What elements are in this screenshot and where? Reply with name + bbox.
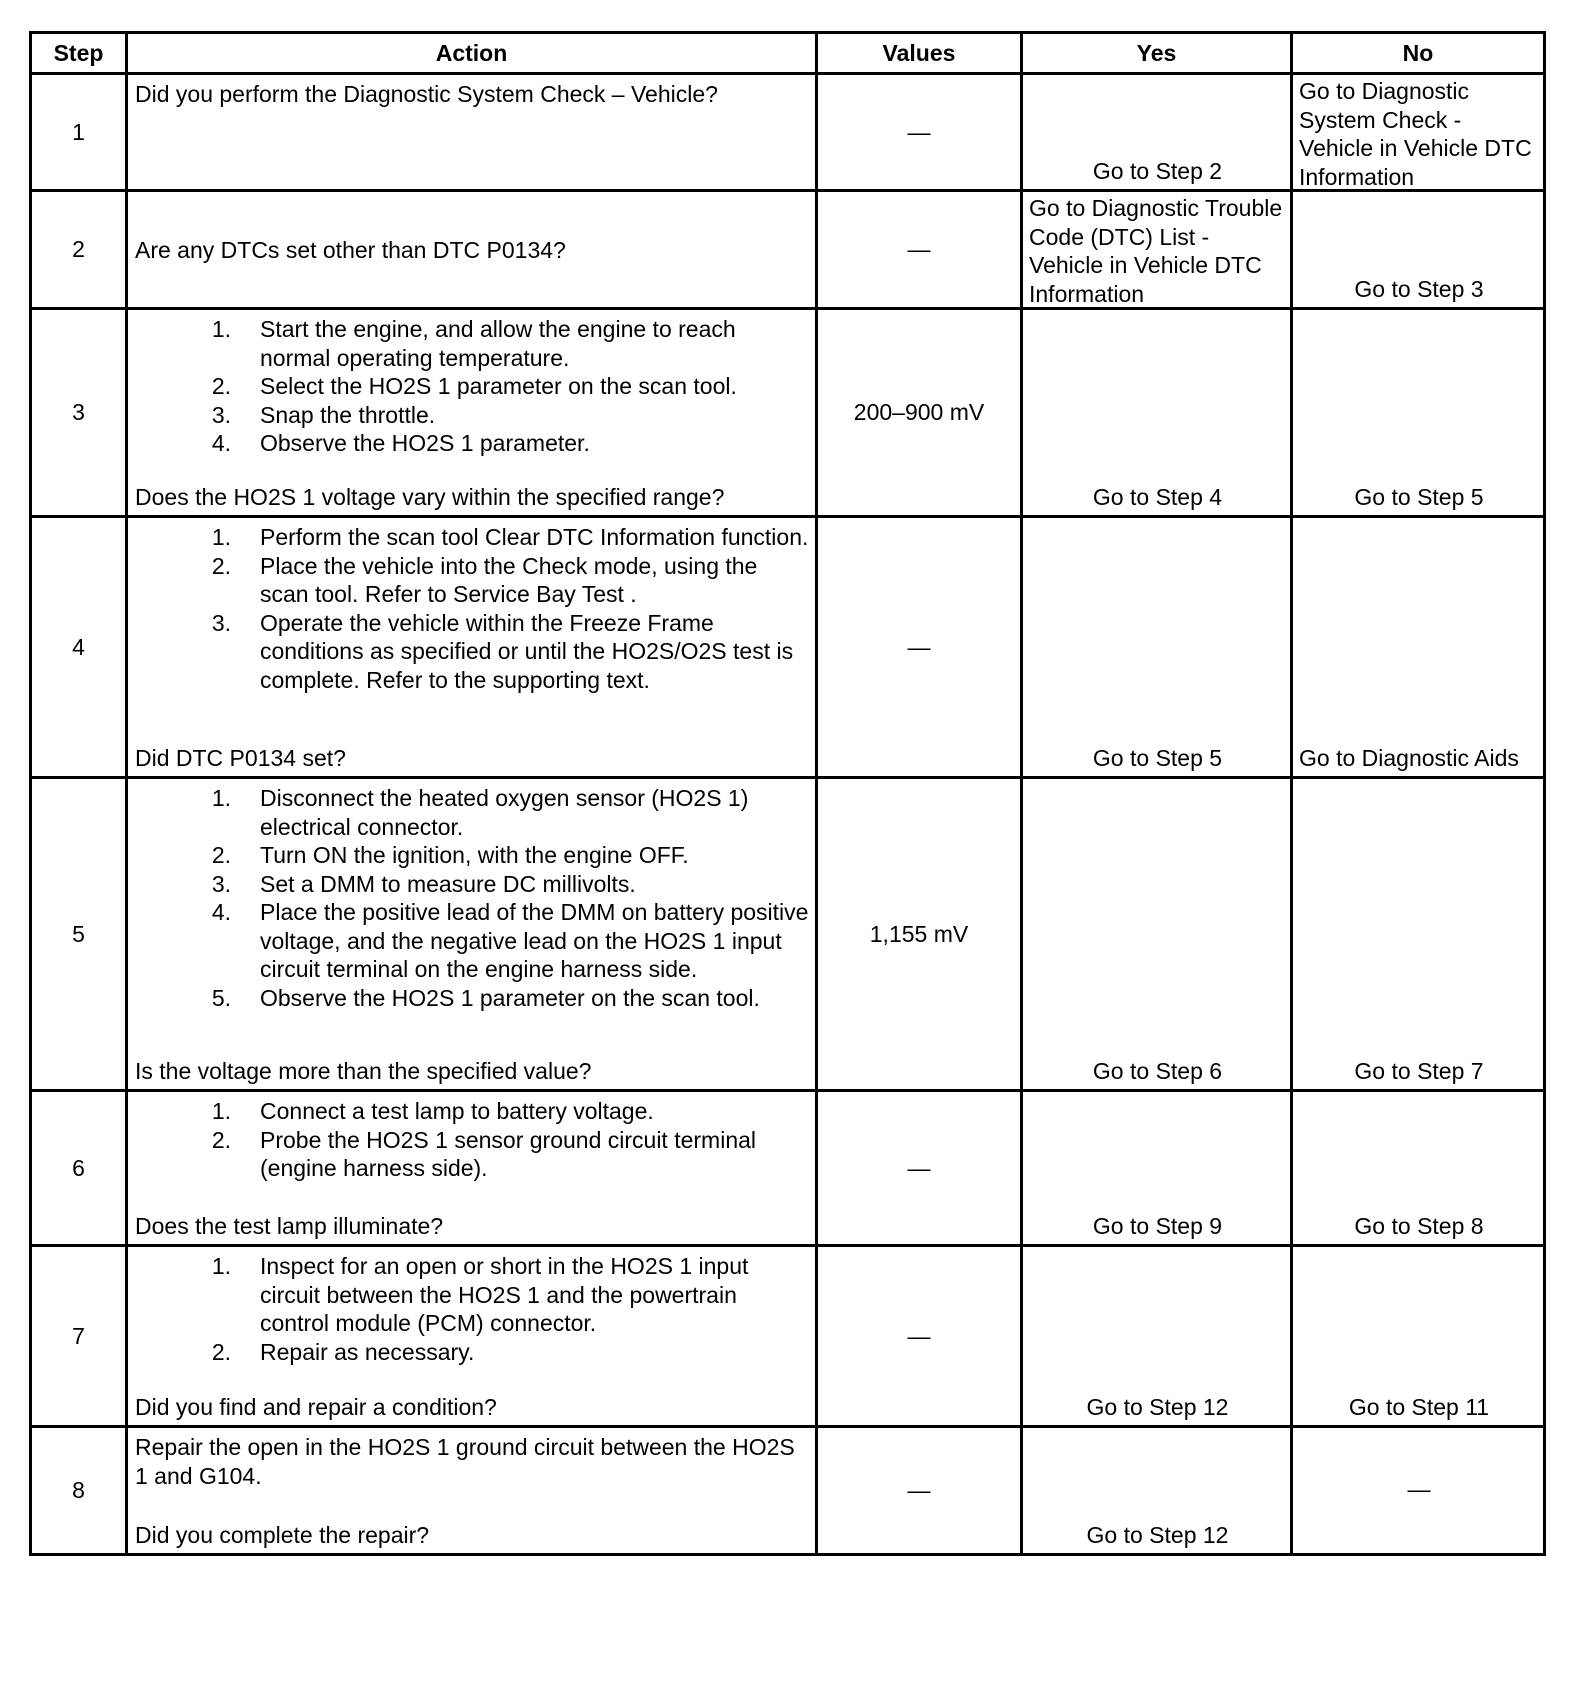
step-number: 3 — [31, 309, 127, 517]
no-cell — [1292, 1427, 1545, 1555]
numbered-list — [135, 523, 811, 694]
list-item-text: Operate the vehicle within the Freeze Frame conditions as specified or until the HO2S/O2S test is complete. Refer to the supporting text. — [260, 609, 794, 693]
action-cell — [127, 517, 817, 778]
no-cell — [1292, 1246, 1545, 1427]
list-item-number: 5. — [211, 984, 231, 1011]
action-instructions — [135, 784, 811, 1012]
yes-cell — [1022, 309, 1292, 517]
list-item-text: Snap the throttle. — [260, 401, 436, 428]
no-action-text — [1293, 779, 1543, 1089]
numbered-list — [135, 315, 811, 458]
yes-action-label: Go to Step 4 — [1092, 483, 1223, 510]
yes-action-text — [1023, 518, 1290, 776]
no-cell — [1292, 309, 1545, 517]
yes-cell — [1022, 191, 1292, 309]
value-cell: — — [817, 1246, 1022, 1427]
no-action-text — [1293, 518, 1543, 776]
value-cell: — — [817, 517, 1022, 778]
table-row — [31, 778, 1545, 1091]
action-question: Does the test lamp illuminate? — [135, 1212, 444, 1239]
list-item — [135, 609, 811, 695]
no-action-label: Go to Step 11 — [1348, 1393, 1490, 1420]
action-cell — [127, 1427, 817, 1555]
step-number: 4 — [31, 517, 127, 778]
list-item-text: Observe the HO2S 1 parameter. — [260, 430, 590, 456]
table-row — [31, 191, 1545, 309]
list-item-text: Start the engine, and allow the engine to reach normal operating temperature. — [260, 316, 736, 371]
no-cell — [1292, 74, 1545, 191]
action-instructions — [135, 80, 811, 109]
yes-action-label: Go to Step 12 — [1086, 1521, 1229, 1548]
no-action-text — [1293, 310, 1543, 515]
list-item-text: Set a DMM to measure DC millivolts. — [260, 870, 636, 897]
yes-action-text — [1023, 1428, 1290, 1553]
no-action-text — [1293, 1247, 1543, 1425]
list-item-number: 4. — [211, 899, 231, 925]
list-item — [135, 1097, 811, 1126]
header-row — [31, 33, 1545, 74]
no-action-label: Go to Diagnostic Aids — [1299, 744, 1519, 771]
list-item-number: 3. — [211, 870, 231, 897]
action-content — [128, 192, 815, 307]
yes-cell — [1022, 517, 1292, 778]
table-row — [31, 1427, 1545, 1555]
yes-action-text — [1023, 779, 1290, 1089]
yes-cell — [1022, 1427, 1292, 1555]
list-item-number: 1. — [211, 1253, 231, 1279]
numbered-list — [135, 1252, 811, 1366]
list-item-number: 2. — [211, 1338, 231, 1365]
table-body — [31, 74, 1545, 1555]
action-instructions — [135, 523, 811, 694]
table-row — [31, 517, 1545, 778]
no-action-text — [1293, 75, 1543, 189]
table-row — [31, 309, 1545, 517]
yes-action-text — [1023, 75, 1290, 189]
diagnostic-table — [29, 31, 1546, 1556]
header-yes: Yes — [1022, 33, 1292, 74]
step-number: 6 — [31, 1091, 127, 1246]
value-cell: — — [817, 1091, 1022, 1246]
no-action-label: — — [1407, 1476, 1431, 1503]
action-content — [128, 75, 815, 189]
action-text: Are any DTCs set other than DTC P0134? — [135, 236, 566, 263]
list-item — [135, 372, 811, 401]
action-content — [128, 1428, 815, 1553]
header-action: Action — [127, 33, 817, 74]
table-row — [31, 1246, 1545, 1427]
list-item — [135, 315, 811, 372]
no-cell — [1292, 778, 1545, 1091]
list-item-number: 1. — [211, 1098, 231, 1124]
action-text: Did you perform the Diagnostic System Check – Vehicle? — [135, 81, 718, 107]
action-content — [128, 1247, 815, 1425]
list-item — [135, 898, 811, 984]
no-cell — [1292, 517, 1545, 778]
action-question: Does the HO2S 1 voltage vary within the specified range? — [135, 483, 725, 510]
no-action-label: Go to Step 3 — [1354, 275, 1484, 302]
list-item-text: Repair as necessary. — [260, 1338, 475, 1365]
list-item — [135, 401, 811, 430]
yes-action-label: Go to Step 12 — [1086, 1393, 1229, 1420]
list-item-number: 2. — [211, 842, 231, 868]
list-item — [135, 1338, 811, 1367]
no-cell — [1292, 191, 1545, 309]
list-item-number: 2. — [211, 373, 231, 399]
list-item — [135, 1252, 811, 1338]
list-item — [135, 523, 811, 552]
list-item-number: 4. — [211, 430, 231, 456]
action-content — [128, 779, 815, 1089]
no-action-text — [1293, 1092, 1543, 1244]
yes-action-text — [1023, 1247, 1290, 1425]
action-content — [128, 310, 815, 515]
action-content — [128, 518, 815, 776]
list-item-text: Connect a test lamp to battery voltage. — [260, 1098, 654, 1124]
action-text: Repair the open in the HO2S 1 ground circuit between the HO2S 1 and G104. — [135, 1434, 795, 1489]
value-cell: — — [817, 191, 1022, 309]
list-item-number: 2. — [211, 1126, 231, 1153]
yes-action-text — [1023, 192, 1290, 307]
no-cell — [1292, 1091, 1545, 1246]
numbered-list — [135, 784, 811, 1012]
step-number: 7 — [31, 1246, 127, 1427]
action-question: Did you find and repair a condition? — [135, 1393, 497, 1420]
list-item — [135, 552, 811, 609]
list-item-text: Disconnect the heated oxygen sensor (HO2S 1) electrical connector. — [260, 785, 749, 840]
list-item-number: 3. — [211, 401, 231, 428]
yes-cell — [1022, 1246, 1292, 1427]
list-item — [135, 1126, 811, 1183]
action-cell — [127, 74, 817, 191]
list-item-text: Select the HO2S 1 parameter on the scan tool. — [260, 373, 737, 399]
header-step: Step — [31, 33, 127, 74]
yes-action-label: Go to Step 6 — [1092, 1057, 1223, 1084]
value-cell: — — [817, 1427, 1022, 1555]
action-instructions — [135, 315, 811, 458]
yes-cell — [1022, 778, 1292, 1091]
list-item — [135, 429, 811, 458]
header-no: No — [1292, 33, 1545, 74]
list-item-text: Observe the HO2S 1 parameter on the scan tool. — [260, 984, 760, 1011]
action-cell — [127, 1091, 817, 1246]
action-instructions — [135, 1097, 811, 1183]
list-item-text: Perform the scan tool Clear DTC Information function. — [260, 524, 809, 550]
step-number: 2 — [31, 191, 127, 309]
action-cell — [127, 191, 817, 309]
table-row — [31, 74, 1545, 191]
table-row — [31, 1091, 1545, 1246]
action-question: Did DTC P0134 set? — [135, 744, 346, 771]
action-question: Did you complete the repair? — [135, 1521, 430, 1548]
list-item-text: Turn ON the ignition, with the engine OFF. — [260, 842, 689, 868]
yes-action-label: Go to Step 9 — [1092, 1212, 1223, 1239]
step-number: 8 — [31, 1427, 127, 1555]
action-question: Is the voltage more than the specified value? — [135, 1057, 592, 1084]
yes-action-text — [1023, 1092, 1290, 1244]
action-content — [128, 1092, 815, 1244]
yes-cell — [1022, 1091, 1292, 1246]
list-item-text: Probe the HO2S 1 sensor ground circuit terminal (engine harness side). — [260, 1126, 757, 1181]
numbered-list — [135, 1097, 811, 1183]
yes-action-label: Go to Step 2 — [1092, 157, 1223, 184]
no-action-text — [1293, 1428, 1543, 1553]
step-number: 1 — [31, 74, 127, 191]
action-instructions — [135, 236, 811, 265]
list-item-number: 1. — [211, 785, 231, 811]
list-item — [135, 870, 811, 899]
yes-action-label: Go to Step 5 — [1092, 744, 1223, 771]
list-item-number: 1. — [211, 316, 231, 342]
list-item-text: Place the positive lead of the DMM on battery positive voltage, and the negative lead on the HO2S 1 input circuit terminal on the engine harness side. — [260, 899, 809, 982]
list-item — [135, 841, 811, 870]
list-item-number: 3. — [211, 609, 231, 636]
list-item-number: 1. — [211, 524, 231, 550]
list-item-text: Inspect for an open or short in the HO2S 1 input circuit between the HO2S 1 and the powertrain control module (PCM) connector. — [260, 1253, 749, 1336]
action-instructions — [135, 1252, 811, 1366]
no-action-label: Go to Step 8 — [1354, 1212, 1484, 1239]
value-cell: — — [817, 74, 1022, 191]
yes-action-text — [1023, 310, 1290, 515]
list-item — [135, 784, 811, 841]
value-cell: 200–900 mV — [817, 309, 1022, 517]
step-number: 5 — [31, 778, 127, 1091]
no-action-label: Go to Diagnostic System Check - Vehicle in Vehicle DTC Information — [1299, 78, 1532, 190]
header-values: Values — [817, 33, 1022, 74]
value-cell: 1,155 mV — [817, 778, 1022, 1091]
action-cell — [127, 309, 817, 517]
no-action-label: Go to Step 5 — [1354, 483, 1484, 510]
list-item — [135, 984, 811, 1013]
action-cell — [127, 1246, 817, 1427]
yes-cell — [1022, 74, 1292, 191]
list-item-text: Place the vehicle into the Check mode, using the scan tool. Refer to Service Bay Test . — [260, 552, 758, 607]
no-action-text — [1293, 192, 1543, 307]
action-instructions — [135, 1433, 811, 1490]
list-item-number: 2. — [211, 552, 231, 579]
yes-action-label: Go to Diagnostic Trouble Code (DTC) List - Vehicle in Vehicle DTC Information — [1029, 195, 1283, 307]
action-cell — [127, 778, 817, 1091]
no-action-label: Go to Step 7 — [1354, 1057, 1484, 1084]
